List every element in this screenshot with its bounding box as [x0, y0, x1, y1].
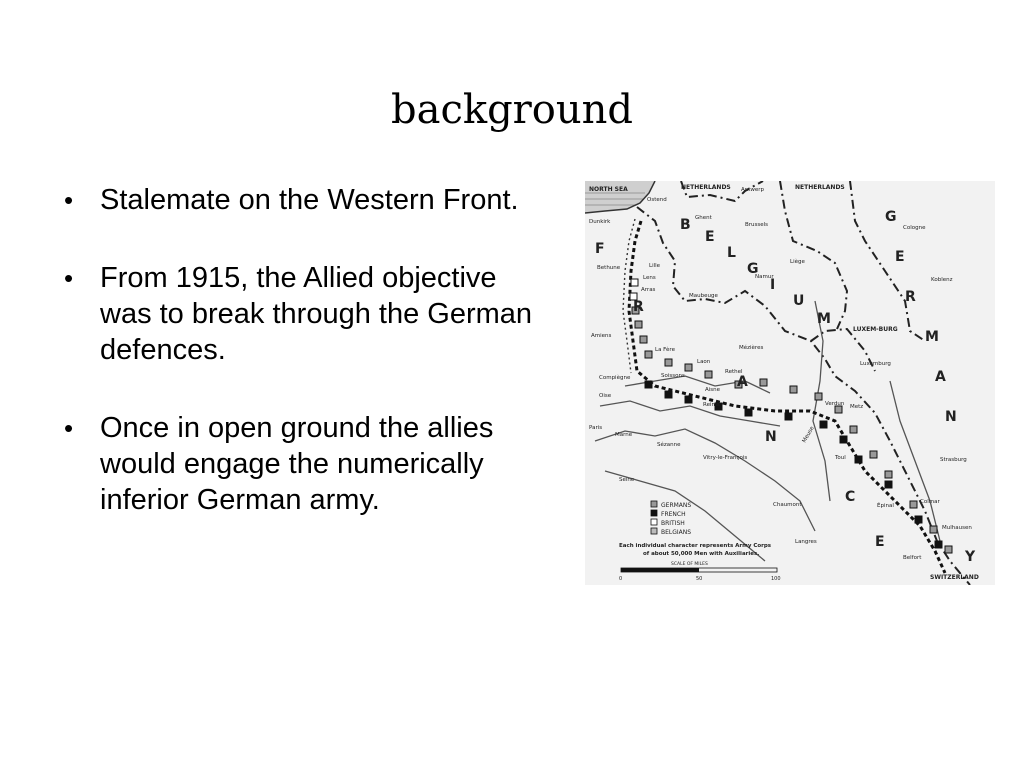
bullet-text: Once in open ground the allies would engage the numerically inferior German army.: [100, 412, 494, 516]
place-label: Liège: [790, 259, 805, 265]
river-label: Marne: [615, 432, 633, 438]
france-letter: N: [765, 429, 777, 445]
legend-note: Each individual character represents Army Corps: [619, 543, 772, 549]
place-label: Maubeuge: [689, 293, 718, 299]
netherlands-label: NETHERLANDS: [681, 184, 731, 191]
place-label: Langres: [795, 539, 817, 545]
place-label: Épinal: [877, 503, 894, 509]
germany-letter: M: [925, 329, 939, 345]
legend-swatch-belgians: [651, 528, 657, 534]
bullet-item: [60, 182, 550, 218]
map-legend: [619, 501, 781, 582]
river-label: Meuse: [801, 425, 816, 444]
bullet-item: [60, 410, 550, 518]
river-label: Aisne: [705, 387, 721, 393]
place-label: Strasburg: [940, 457, 967, 463]
legend-label: BRITISH: [661, 520, 685, 527]
france-letter: E: [875, 534, 885, 550]
river-label: Oise: [599, 393, 612, 399]
place-label: Reims: [703, 402, 720, 408]
legend-swatch-british: [651, 519, 657, 525]
place-label: Antwerp: [741, 187, 765, 193]
scale-tick: 50: [696, 576, 703, 582]
belgium-letter: I: [770, 277, 776, 293]
map-drawing: [585, 181, 995, 585]
belgium-letter: B: [680, 217, 691, 233]
germany-letter: Y: [965, 549, 976, 565]
place-label: Ostend: [647, 197, 667, 203]
bullet-text: From 1915, the Allied objective was to break through the German defences.: [100, 262, 533, 366]
river-label: Seine: [619, 477, 635, 483]
place-label: La Fère: [655, 347, 675, 353]
place-label: Cologne: [903, 225, 926, 231]
france-letter: R: [633, 299, 644, 315]
place-label: Luxemburg: [860, 361, 891, 367]
luxemburg-label: LUXEM-BURG: [853, 326, 898, 333]
place-label: Brussels: [745, 222, 769, 228]
bullet-item: [60, 260, 550, 368]
bullet-dot-icon: •: [64, 413, 74, 443]
place-label: Sézanne: [657, 442, 681, 448]
scale-tick: 100: [771, 576, 781, 582]
belgium-letter: E: [705, 229, 715, 245]
place-label: Verdun: [825, 401, 845, 407]
germany-letter: E: [895, 249, 905, 265]
bullet-dot-icon: •: [64, 185, 74, 215]
scale-title: SCALE OF MILES: [671, 562, 708, 567]
bullet-dot-icon: •: [64, 263, 74, 293]
place-label: Paris: [589, 425, 603, 431]
place-label: Metz: [850, 404, 864, 410]
scale-bar-fill: [621, 568, 699, 572]
place-label: Belfort: [903, 555, 922, 561]
switzerland-label: SWITZERLAND: [930, 574, 979, 581]
germany-letter: R: [905, 289, 916, 305]
place-label: Ghent: [695, 215, 712, 221]
belgium-letter: U: [793, 293, 805, 309]
place-label: Soissons: [661, 373, 685, 379]
national-borders: [637, 181, 970, 585]
place-label: Lens: [643, 275, 656, 281]
scale-tick: 0: [619, 576, 623, 582]
legend-swatch-germans: [651, 501, 657, 507]
legend-swatch-french: [651, 510, 657, 516]
place-label: Chaumont: [773, 502, 802, 508]
place-label: Toul: [835, 455, 846, 461]
place-label: Rethel: [725, 369, 743, 375]
place-label: Namur: [755, 274, 774, 280]
legend-label: BELGIANS: [661, 529, 692, 536]
place-label: Compiègne: [599, 375, 631, 381]
germany-letter: A: [935, 369, 946, 385]
belgium-letter: G: [747, 261, 759, 277]
place-label: Colmar: [920, 499, 940, 505]
legend-label: FRENCH: [661, 511, 686, 518]
place-label: Arras: [641, 287, 656, 293]
belgium-letter: L: [727, 245, 736, 261]
bullet-list: [60, 182, 550, 560]
belgium-letter: M: [817, 311, 831, 327]
place-label: Vitry-le-François: [703, 455, 748, 461]
france-letter: A: [737, 374, 748, 390]
place-label: Amiens: [591, 333, 612, 339]
place-label: Dunkirk: [589, 219, 611, 225]
place-label: Koblenz: [931, 277, 953, 283]
legend-label: GERMANS: [661, 502, 692, 509]
place-label: Mézières: [739, 345, 764, 351]
netherlands-label: NETHERLANDS: [795, 184, 845, 191]
germany-letter: N: [945, 409, 957, 425]
place-label: Lille: [649, 263, 661, 269]
western-front-map: [585, 181, 995, 585]
slide-title: background: [390, 86, 634, 133]
place-label: Laon: [697, 359, 711, 365]
france-letter: C: [845, 489, 856, 505]
france-letter: F: [595, 241, 605, 257]
bullet-text: Stalemate on the Western Front.: [100, 184, 519, 216]
sea-label: NORTH SEA: [589, 186, 628, 193]
place-label: Bethune: [597, 265, 621, 271]
place-label: Mulhausen: [942, 525, 972, 531]
germany-letter: G: [885, 209, 897, 225]
legend-note: of about 50,000 Men with Auxiliaries.: [643, 551, 760, 557]
